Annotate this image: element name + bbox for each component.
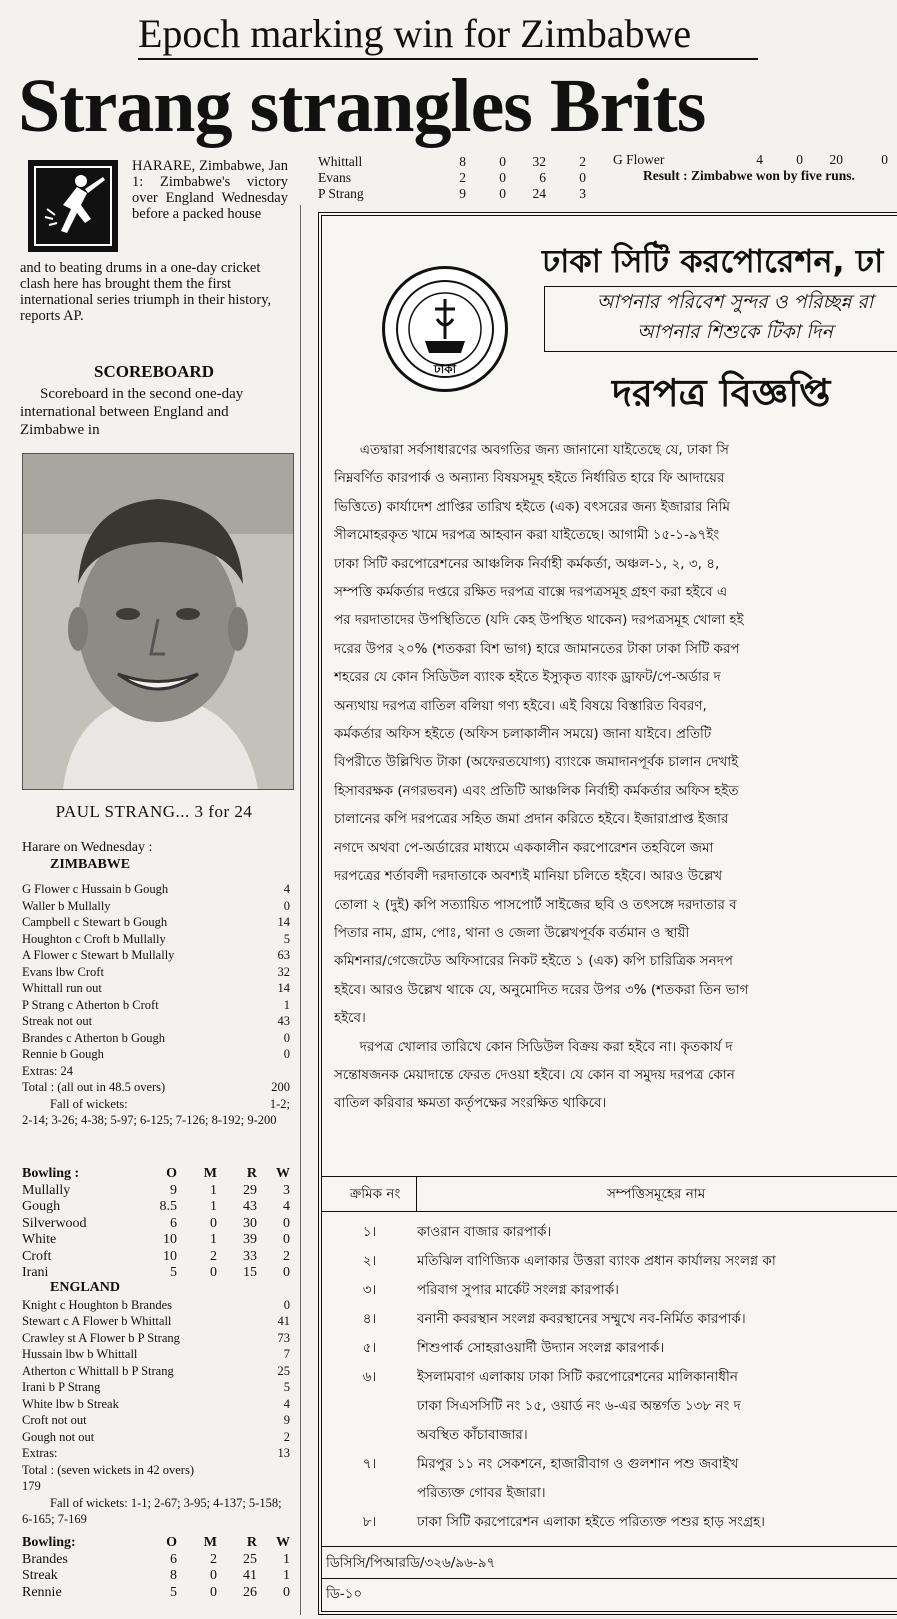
bowling-row bbox=[22, 1183, 290, 1200]
batting-row bbox=[22, 997, 290, 1014]
batsman-dismissal: Hussain lbw b Whittall bbox=[22, 1347, 138, 1361]
notice-line: দরের উপর ২০% (শতকরা বিশ ভাগ) হারে জামানতের টাকা ঢাকা সিটি করপ bbox=[334, 640, 740, 657]
bowling-m: 0 bbox=[210, 1568, 217, 1583]
bowling-w: 3 bbox=[579, 186, 586, 201]
batsman-dismissal: Irani b P Strang bbox=[22, 1380, 101, 1394]
batting-row bbox=[22, 1013, 290, 1030]
batsman-runs: 63 bbox=[277, 948, 290, 962]
bowling-w: 2 bbox=[283, 1248, 290, 1264]
property-serial bbox=[322, 1479, 417, 1508]
batsman-dismissal: Campbell c Stewart b Gough bbox=[22, 915, 168, 929]
bowling-o: 9 bbox=[170, 1182, 177, 1198]
notice-line: হইবে। আরও উল্লেখ থাকে যে, অনুমোদিত দরের উপর ৩% (শতকরা তিন ভাগ bbox=[334, 981, 749, 998]
batsman-runs: 0 bbox=[283, 1297, 290, 1312]
property-serial: ৫। bbox=[362, 1340, 377, 1356]
batsman-runs: 14 bbox=[277, 981, 290, 995]
england-total-label: Total : (seven wickets in 42 overs) bbox=[22, 1462, 194, 1477]
bowling-r: 41 bbox=[243, 1568, 257, 1583]
batsman-dismissal: G Flower c Hussain b Gough bbox=[22, 882, 169, 896]
bowling-r: 32 bbox=[532, 154, 546, 169]
zimbabwe-fow-row bbox=[22, 1096, 290, 1113]
notice-line: কর্মকর্তার অফিস হইতে (অফিস চলাকালীন সময়ে) জানা যাইবে। প্রতিটি bbox=[334, 726, 712, 743]
batsman-dismissal: Houghton c Croft b Mullally bbox=[22, 931, 166, 946]
batsman-runs: 0 bbox=[283, 1030, 290, 1045]
bowling-r: 6 bbox=[539, 170, 546, 185]
bowling-row bbox=[22, 1216, 290, 1233]
bowling-m: 2 bbox=[210, 1248, 217, 1264]
batsman-runs: 25 bbox=[277, 1363, 290, 1378]
property-item bbox=[322, 1247, 897, 1276]
bowling-row bbox=[22, 1585, 290, 1602]
notice-line: বাতিল করিবার ক্ষমতা কর্তৃপক্ষের সংরক্ষিত থাকিবে। bbox=[334, 1095, 607, 1112]
notice-line: শহরের যে কোন সিডিউল ব্যাংক হইতে ইস্যুকৃত ব্যাংক ড্রাফট/পে-অর্ডার দ bbox=[334, 669, 721, 686]
property-serial: ৭। bbox=[362, 1456, 377, 1472]
city-corporation-seal bbox=[382, 266, 508, 392]
bowling-row bbox=[22, 1568, 290, 1585]
bowling-w: 3 bbox=[283, 1182, 290, 1198]
serial-header: ক্রমিক নং bbox=[322, 1177, 417, 1211]
bowling-r: 25 bbox=[243, 1551, 257, 1567]
bowling-r: 29 bbox=[243, 1182, 257, 1198]
bowling-m: 1 bbox=[210, 1232, 217, 1247]
bowling-o: 10 bbox=[163, 1248, 177, 1264]
batsman-dismissal: Gough not out bbox=[22, 1429, 95, 1444]
batsman-dismissal: Knight c Houghton b Brandes bbox=[22, 1297, 172, 1312]
bowling-o: 9 bbox=[459, 186, 466, 201]
player-photo bbox=[22, 453, 294, 790]
notice-line: ঢাকা সিটি করপোরেশনের আঞ্চলিক নির্বাহী কর্মকর্তা, অঞ্চল-১, ২, ৩, ৪, bbox=[334, 555, 720, 572]
property-name: ঢাকা সিএসসিটি নং ১৫, ওয়ার্ড নং ৬-এর অন্তর্গত ১৩৮ নং দ bbox=[417, 1398, 741, 1414]
batting-row bbox=[22, 1396, 290, 1413]
property-serial: ৪। bbox=[362, 1311, 377, 1327]
photo-caption: PAUL STRANG... 3 for 24 bbox=[55, 802, 253, 821]
notice-body bbox=[334, 436, 897, 1118]
property-name: অবস্থিত কাঁচাবাজার। bbox=[417, 1427, 528, 1443]
bowling-w: 0 bbox=[283, 1215, 290, 1231]
notice-line: হইবে। bbox=[334, 1010, 366, 1027]
property-name: ইসলামবাগ এলাকায় ঢাকা সিটি করপোরেশনের মালিকানাধীন bbox=[417, 1369, 738, 1385]
bowling-bowler: Streak bbox=[22, 1568, 58, 1583]
batsman-runs: 32 bbox=[277, 964, 290, 979]
bowling-row bbox=[318, 170, 588, 186]
batsman-dismissal: A Flower c Stewart b Mullally bbox=[22, 948, 175, 962]
bowling-w: 0 bbox=[881, 152, 888, 167]
zimbabwe-bowling-table bbox=[22, 1535, 290, 1601]
batting-row bbox=[22, 1297, 290, 1314]
notice-line: সীলমোহরকৃত খামে দরপত্র আহবান করা যাইতেছে। আগামী ১৫-১-৯৭ইং bbox=[334, 527, 720, 544]
bowling-bowler: Mullally bbox=[22, 1182, 71, 1198]
batsman-runs: 2 bbox=[283, 1429, 290, 1444]
bowling-r: 26 bbox=[243, 1584, 257, 1600]
bowling-w: 4 bbox=[283, 1199, 290, 1214]
batting-row bbox=[22, 964, 290, 981]
main-headline: Strang strangles Brits bbox=[18, 64, 706, 148]
bowling-m: 0 bbox=[499, 154, 506, 169]
notice-line: নগদে অথবা পে-অর্ডারের মাধ্যমে এককালীন করপোরেশন তহবিলে জমা bbox=[334, 839, 714, 856]
property-serial: ৮। bbox=[362, 1514, 377, 1530]
bowling-m: 0 bbox=[210, 1584, 217, 1600]
property-item bbox=[322, 1218, 897, 1247]
zimbabwe-fow-first: 1-2; bbox=[269, 1096, 290, 1111]
notice-line: কমিশনার/গেজেটেড অফিসারের নিকট হইতে ১ (এক) কপি চারিত্রিক সনদপ bbox=[334, 953, 733, 970]
batting-row bbox=[22, 980, 290, 997]
bowling-bowler: Silverwood bbox=[22, 1215, 87, 1231]
property-name: বনানী কবরস্থান সংলগ্ন কবরস্থানের সম্মুখে নব-নির্মিত কারপার্ক। bbox=[417, 1311, 746, 1327]
property-name: পরিত্যক্ত গোবর ইজারা। bbox=[417, 1485, 546, 1501]
batsman-dismissal: Brandes c Atherton b Gough bbox=[22, 1030, 166, 1045]
bowling-m: 0 bbox=[796, 152, 803, 167]
advert-footer-code: ডি-১০ bbox=[322, 1578, 897, 1608]
bowling-w: 0 bbox=[283, 1232, 290, 1247]
batsman-runs: 73 bbox=[277, 1330, 290, 1345]
bowling-o: 2 bbox=[459, 170, 466, 185]
bowling-r: 24 bbox=[532, 186, 546, 201]
scoreboard-description: Scoreboard in the second one-day international between England and Zimbabwe in bbox=[20, 386, 244, 438]
batting-row bbox=[22, 881, 290, 898]
england-extras: 13 bbox=[277, 1446, 290, 1460]
advert-slogan-box bbox=[544, 286, 897, 352]
kicker-headline: Epoch marking win for Zimbabwe bbox=[138, 10, 758, 60]
batsman-dismissal: Crawley st A Flower b P Strang bbox=[22, 1330, 180, 1345]
bowling-r: 39 bbox=[243, 1232, 257, 1247]
property-name: মিরপুর ১১ নং সেকশনে, হাজারীবাগ ও গুলশান পশু জবাইখ bbox=[417, 1456, 739, 1472]
batsman-runs: 0 bbox=[283, 1047, 290, 1061]
batsman-dismissal: White lbw b Streak bbox=[22, 1396, 119, 1411]
england-batting-list bbox=[22, 1297, 290, 1446]
bowling-row bbox=[22, 1199, 290, 1216]
property-table bbox=[322, 1176, 897, 1537]
bowling-bowler: Irani bbox=[22, 1265, 49, 1280]
result-block bbox=[613, 152, 897, 184]
advert-title: ঢাকা সিটি করপোরেশন, ঢা bbox=[542, 242, 884, 280]
batsman-runs: 1 bbox=[283, 997, 290, 1012]
column-divider bbox=[300, 205, 301, 1615]
batsman-runs: 5 bbox=[283, 931, 290, 946]
property-table-header bbox=[322, 1176, 897, 1212]
bowling-m: 0 bbox=[210, 1215, 217, 1231]
notice-line: সন্তোষজনক মেয়াদান্তে ফেরত দেওয়া হইবে। যে কোন বা সমুদয় দরপত্র কোন bbox=[334, 1066, 735, 1083]
bowling-bowler: Croft bbox=[22, 1248, 52, 1264]
batsman-runs: 5 bbox=[283, 1380, 290, 1394]
zimbabwe-fow-label: Fall of wickets: bbox=[50, 1096, 128, 1111]
story-intro: HARARE, Zimbabwe, Jan 1: Zimbabwe's victory over England Wednesday before a packed house bbox=[132, 158, 288, 222]
bowling-m: 1 bbox=[210, 1199, 217, 1214]
property-name: পরিবাগ সুপার মার্কেট সংলগ্ন কারপার্ক। bbox=[417, 1282, 619, 1298]
zimbabwe-innings bbox=[22, 840, 290, 1129]
seal-text: ঢাকা bbox=[433, 362, 457, 376]
bowling-w: 0 bbox=[283, 1265, 290, 1280]
bowling-o: 6 bbox=[170, 1215, 177, 1231]
batting-row bbox=[22, 931, 290, 948]
property-item bbox=[322, 1508, 897, 1537]
batting-row bbox=[22, 914, 290, 931]
bowling-w: 1 bbox=[283, 1551, 290, 1567]
property-name: কাওরান বাজার কারপার্ক। bbox=[417, 1224, 552, 1240]
england-total: 179 bbox=[22, 1479, 41, 1493]
batsman-runs: 4 bbox=[283, 882, 290, 896]
batting-row bbox=[22, 1346, 290, 1363]
batting-row bbox=[22, 1330, 290, 1347]
batsman-dismissal: Whittall run out bbox=[22, 981, 102, 995]
property-items bbox=[322, 1212, 897, 1537]
property-item bbox=[322, 1392, 897, 1421]
batsman-dismissal: P Strang c Atherton b Croft bbox=[22, 997, 159, 1012]
bowling-o: 5 bbox=[170, 1584, 177, 1600]
bowling-o: 8.5 bbox=[159, 1199, 177, 1214]
bowling-w: 0 bbox=[579, 170, 586, 185]
batsman-runs: 14 bbox=[277, 915, 290, 929]
bowling-r: 20 bbox=[829, 152, 843, 167]
tender-notice-advert bbox=[318, 212, 897, 1615]
batting-row bbox=[22, 1429, 290, 1446]
batting-row bbox=[22, 1313, 290, 1330]
england-extras-label: Extras: bbox=[22, 1446, 58, 1460]
property-name-header: সম্পত্তিসমূহের নাম bbox=[607, 1186, 706, 1202]
slogan-line-2: আপনার শিশুকে টিকা দিন bbox=[637, 321, 833, 343]
notice-line: বিপরীতে উল্লিখিত টাকা (অফেরতযোগ্য) ব্যাংকে জমাদানপূর্বক চালান দেখাই bbox=[334, 754, 739, 771]
property-item bbox=[322, 1479, 897, 1508]
zimbabwe-fow-rest: 2-14; 3-26; 4-38; 5-97; 6-125; 7-126; 8-192; 9-200 bbox=[22, 1113, 277, 1127]
property-serial: ৬। bbox=[362, 1369, 377, 1385]
notice-line: সম্পত্তি কর্মকর্তার দপ্তরে রক্ষিত দরপত্র বাক্সে দরপত্রসমূহ গ্রহণ করা হইবে এ bbox=[334, 584, 728, 601]
bowling-row bbox=[613, 152, 897, 168]
bowling-r: 15 bbox=[243, 1265, 257, 1280]
batsman-dismissal: Croft not out bbox=[22, 1413, 87, 1427]
batsman-runs: 7 bbox=[283, 1347, 290, 1361]
batsman-dismissal: Waller b Mullally bbox=[22, 898, 111, 913]
bowling-m: 0 bbox=[499, 186, 506, 201]
property-item bbox=[322, 1421, 897, 1450]
bowling-m: 0 bbox=[499, 170, 506, 185]
england-extras-row bbox=[22, 1445, 290, 1462]
bowling-bowler: Gough bbox=[22, 1199, 61, 1214]
zimbabwe-bowling-header: Bowling: O M R W bbox=[22, 1535, 290, 1550]
bowling-bowler: Whittall bbox=[318, 154, 363, 169]
zimbabwe-extras: Extras: 24 bbox=[22, 1063, 74, 1078]
bowling-m: 2 bbox=[210, 1551, 217, 1567]
batsman-dismissal: Evans lbw Croft bbox=[22, 964, 104, 979]
bowling-row bbox=[318, 154, 588, 170]
property-name: শিশুপার্ক সোহরাওয়ার্দী উদ্যান সংলগ্ন কারপার্ক। bbox=[417, 1340, 665, 1356]
notice-line: চালানের কপি দরপত্রের সহিত জমা প্রদান করিতে হইবে। ইজারাপ্রাপ্ত ইজার bbox=[334, 811, 729, 828]
bowling-r: 30 bbox=[243, 1215, 257, 1231]
notice-line: ভিত্তিতে) কার্যাদেশ প্রাপ্তির তারিখ হইতে (এক) বৎসরের জন্য ইজারার নিমি bbox=[334, 498, 730, 515]
batting-row bbox=[22, 1379, 290, 1396]
notice-title: দরপত্র বিজ্ঞপ্তি bbox=[612, 371, 831, 415]
notice-line: অন্যথায় দরপত্র বাতিল বলিয়া গণ্য হইবে। এই বিষয়ে বিস্তারিত বিবরণ, bbox=[334, 697, 707, 714]
notice-line: পিতার নাম, গ্রাম, পোঃ, থানা ও জেলা উল্লেখপূর্বক বর্তমান ও স্থায়ী bbox=[334, 924, 690, 941]
england-bowling-rows bbox=[22, 1183, 290, 1282]
zimbabwe-bowling-rows-right bbox=[613, 152, 897, 168]
notice-line: এতদ্বারা সর্বসাধারণের অবগতির জন্য জানানো যাইতেছে যে, ঢাকা সি bbox=[334, 442, 729, 458]
property-item bbox=[322, 1305, 897, 1334]
scoreboard-title: SCOREBOARD bbox=[94, 362, 214, 381]
batsman-dismissal: Atherton c Whittall b P Strang bbox=[22, 1363, 174, 1378]
batting-row bbox=[22, 1030, 290, 1047]
batsman-dismissal: Streak not out bbox=[22, 1014, 93, 1028]
england-innings bbox=[22, 1280, 290, 1528]
batsman-runs: 4 bbox=[283, 1396, 290, 1411]
batting-row bbox=[22, 1412, 290, 1429]
bowling-o: 8 bbox=[459, 154, 466, 169]
bowling-r: 43 bbox=[243, 1199, 257, 1214]
property-item bbox=[322, 1450, 897, 1479]
property-name: ঢাকা সিটি করপোরেশন এলাকা হইতে পরিত্যক্ত পশুর হাড় সংগ্রহ। bbox=[417, 1514, 766, 1530]
bowling-r: 33 bbox=[243, 1248, 257, 1264]
batsman-runs: 0 bbox=[283, 898, 290, 913]
story-intro-continued: and to beating drums in a one-day cricket clash here has brought them the first international series triumph in their history, reports AP. bbox=[20, 260, 272, 324]
property-serial: ২। bbox=[362, 1253, 377, 1269]
notice-line: নিম্নবর্ণিত কারপার্ক ও অন্যান্য বিষয়সমূহ হইতে নির্ধারিত হারে ফি আদায়ের bbox=[334, 470, 725, 487]
notice-line: হিসাবরক্ষক (নগরভবন) এবং প্রতিটি আঞ্চলিক নির্বাহী কর্মকর্তার অফিস হইত bbox=[334, 782, 739, 799]
bowling-bowler: Brandes bbox=[22, 1551, 68, 1567]
bowling-bowler: G Flower bbox=[613, 152, 665, 167]
batsman-runs: 41 bbox=[277, 1314, 290, 1328]
batsman-runs: 43 bbox=[277, 1014, 290, 1028]
portrait-image bbox=[23, 454, 293, 789]
property-item bbox=[322, 1276, 897, 1305]
bowling-bowler: Rennie bbox=[22, 1584, 62, 1600]
bowling-o: 6 bbox=[170, 1551, 177, 1567]
notice-line: দরপত্র খোলার তারিখে কোন সিডিউল বিক্রয় করা হইবে না। কৃতকার্য দ bbox=[334, 1038, 733, 1055]
bowling-row bbox=[22, 1249, 290, 1266]
notice-line: দরপত্রের শর্তাবলী দরদাতাকে অবশ্যই মানিয়া চলিতে হইবে। আরও উল্লেখ bbox=[334, 868, 723, 885]
property-serial bbox=[322, 1421, 417, 1450]
property-item bbox=[322, 1363, 897, 1392]
property-serial bbox=[322, 1392, 417, 1421]
batsman-dismissal: Stewart c A Flower b Whittall bbox=[22, 1314, 172, 1328]
bowling-w: 1 bbox=[283, 1568, 290, 1583]
batsman-dismissal: Rennie b Gough bbox=[22, 1047, 104, 1061]
zimbabwe-total-label: Total : (all out in 48.5 overs) bbox=[22, 1080, 166, 1094]
bowling-bowler: White bbox=[22, 1232, 57, 1247]
bowling-o: 8 bbox=[170, 1568, 177, 1583]
property-item bbox=[322, 1334, 897, 1363]
zimbabwe-team-heading: ZIMBABWE bbox=[50, 856, 131, 872]
england-bowling-table bbox=[22, 1166, 290, 1282]
bowling-o: 10 bbox=[163, 1232, 177, 1247]
batsman-runs: 9 bbox=[283, 1413, 290, 1427]
zimbabwe-batting-list bbox=[22, 881, 290, 1063]
notice-line: তোলা ২ (দুই) কপি সত্যায়িত পাসপোর্ট সাইজের ছবি ও তৎসঙ্গে দরদাতার ব bbox=[334, 896, 737, 913]
zimbabwe-total: 200 bbox=[271, 1080, 290, 1094]
advert-footer-ref: ডিসিসি/পিআরডি/৩২৬/৯৬-৯৭ bbox=[322, 1546, 897, 1578]
bowling-o: 4 bbox=[756, 152, 763, 167]
slogan-line-1: আপনার পরিবেশ সুন্দর ও পরিচ্ছন্ন রা bbox=[596, 291, 874, 313]
bowling-w: 2 bbox=[579, 154, 586, 169]
bowling-row bbox=[318, 186, 588, 202]
england-team-heading: ENGLAND bbox=[50, 1280, 121, 1295]
property-name: মতিঝিল বাণিজ্যিক এলাকার উত্তরা ব্যাংক প্রধান কার্যালয় সংলগ্ন কা bbox=[417, 1253, 776, 1269]
bowling-row bbox=[22, 1232, 290, 1249]
match-result: Result : Zimbabwe won by five runs. bbox=[643, 168, 855, 183]
zimbabwe-bowling-rows-bottom bbox=[22, 1552, 290, 1602]
bowling-bowler: Evans bbox=[318, 170, 351, 185]
zimbabwe-bowling-rows-top bbox=[318, 154, 588, 202]
property-serial: ১। bbox=[362, 1224, 377, 1240]
bowling-bowler: P Strang bbox=[318, 186, 364, 201]
batting-row bbox=[22, 1046, 290, 1063]
cricket-logo bbox=[28, 160, 118, 252]
bowling-m: 0 bbox=[210, 1265, 217, 1280]
batsman-icon bbox=[33, 165, 113, 247]
bowling-w: 0 bbox=[283, 1584, 290, 1600]
england-bowling-header: Bowling : O M R W bbox=[22, 1166, 290, 1181]
bowling-row bbox=[22, 1552, 290, 1569]
batting-row bbox=[22, 898, 290, 915]
batting-row bbox=[22, 947, 290, 964]
bowling-m: 1 bbox=[210, 1182, 217, 1198]
venue-line: Harare on Wednesday : bbox=[22, 840, 153, 855]
zimbabwe-total-row bbox=[22, 1079, 290, 1096]
bowling-o: 5 bbox=[170, 1265, 177, 1280]
england-fow: Fall of wickets: 1-1; 2-67; 3-95; 4-137; 5-158; 6-165; 7-169 bbox=[22, 1495, 282, 1526]
property-serial: ৩। bbox=[362, 1282, 377, 1298]
batting-row bbox=[22, 1363, 290, 1380]
notice-line: পর দরদাতাদের উপস্থিতিতে (যদি কেহ উপস্থিত থাকেন) দরপত্রসমূহ খোলা হই bbox=[334, 612, 744, 629]
